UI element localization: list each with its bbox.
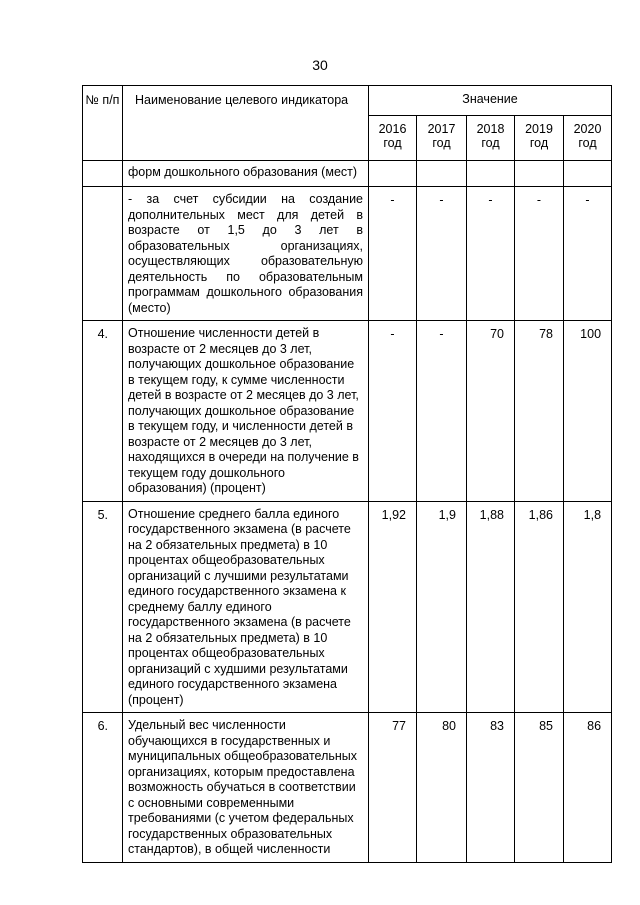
table-row — [83, 321, 612, 502]
row-value — [564, 161, 612, 187]
row-name: форм дошкольного образования (мест) — [123, 161, 369, 187]
row-value: 85 — [515, 713, 564, 863]
header-number: № п/п — [83, 86, 123, 161]
row-value: 1,88 — [467, 501, 515, 713]
row-value: 1,86 — [515, 501, 564, 713]
row-value: 78 — [515, 321, 564, 502]
header-value: Значение — [369, 86, 612, 116]
table-row — [83, 187, 612, 321]
table-row — [83, 501, 612, 713]
row-value: 83 — [467, 713, 515, 863]
row-name: Отношение численности детей в возрасте от 2 месяцев до 3 лет, получающих дошкольное образование в текущем году, к сумме численности детей в возрасте от 2 месяцев до 3 лет, получающих дошкольное образование в текущем году, и численности детей в возрасте от 2 месяцев до 3 лет, находящихся в очереди на получение в текущем году дошкольного образования) (процент) — [123, 321, 369, 502]
header-year-2020: 2020 год — [564, 116, 612, 161]
row-number: 6. — [83, 713, 123, 863]
row-number — [83, 161, 123, 187]
header-year-2018: 2018 год — [467, 116, 515, 161]
row-number: 4. — [83, 321, 123, 502]
row-value: 1,8 — [564, 501, 612, 713]
row-value: 1,9 — [417, 501, 467, 713]
row-value: 80 — [417, 713, 467, 863]
row-value: 86 — [564, 713, 612, 863]
table-row — [83, 161, 612, 187]
header-year-2017: 2017 год — [417, 116, 467, 161]
row-number: 5. — [83, 501, 123, 713]
row-value: - — [467, 187, 515, 321]
row-number — [83, 187, 123, 321]
indicator-table — [82, 85, 612, 863]
row-value — [417, 161, 467, 187]
table-row — [83, 713, 612, 863]
row-value: - — [417, 187, 467, 321]
header-year-2019: 2019 год — [515, 116, 564, 161]
row-value: 70 — [467, 321, 515, 502]
row-value: - — [564, 187, 612, 321]
row-value — [369, 161, 417, 187]
row-value: - — [417, 321, 467, 502]
row-value: 77 — [369, 713, 417, 863]
row-value: - — [369, 187, 417, 321]
row-value: 100 — [564, 321, 612, 502]
row-value: 1,92 — [369, 501, 417, 713]
row-value — [515, 161, 564, 187]
row-value — [467, 161, 515, 187]
header-name: Наименование целевого индикатора — [123, 86, 369, 161]
row-name: Отношение среднего балла единого государственного экзамена (в расчете на 2 обязательных предмета) в 10 процентах общеобразовательных организаций с лучшими результатами единого государственного экзамена к среднему баллу единого государственного экзамена (в расчете на 2 обязательных предмета) в 10 процентах общеобразовательных организаций с худшими результатами единого государственного экзамена (процент) — [123, 501, 369, 713]
row-name: - за счет субсидии на создание дополнительных мест для детей в возрасте от 1,5 до 3 лет в образовательных организациях, осуществляющих образовательную деятельность по образовательным программам дошкольного образования (место) — [123, 187, 369, 321]
row-value: - — [515, 187, 564, 321]
header-row-top — [83, 86, 612, 116]
row-value: - — [369, 321, 417, 502]
header-year-2016: 2016 год — [369, 116, 417, 161]
row-name: Удельный вес численности обучающихся в государственных и муниципальных общеобразовательных организациях, которым предоставлена возможность обучаться в соответствии с основными современными требованиями (с учетом федеральных государственных образовательных стандартов), в общей численности — [123, 713, 369, 863]
page-number: 30 — [312, 57, 328, 73]
